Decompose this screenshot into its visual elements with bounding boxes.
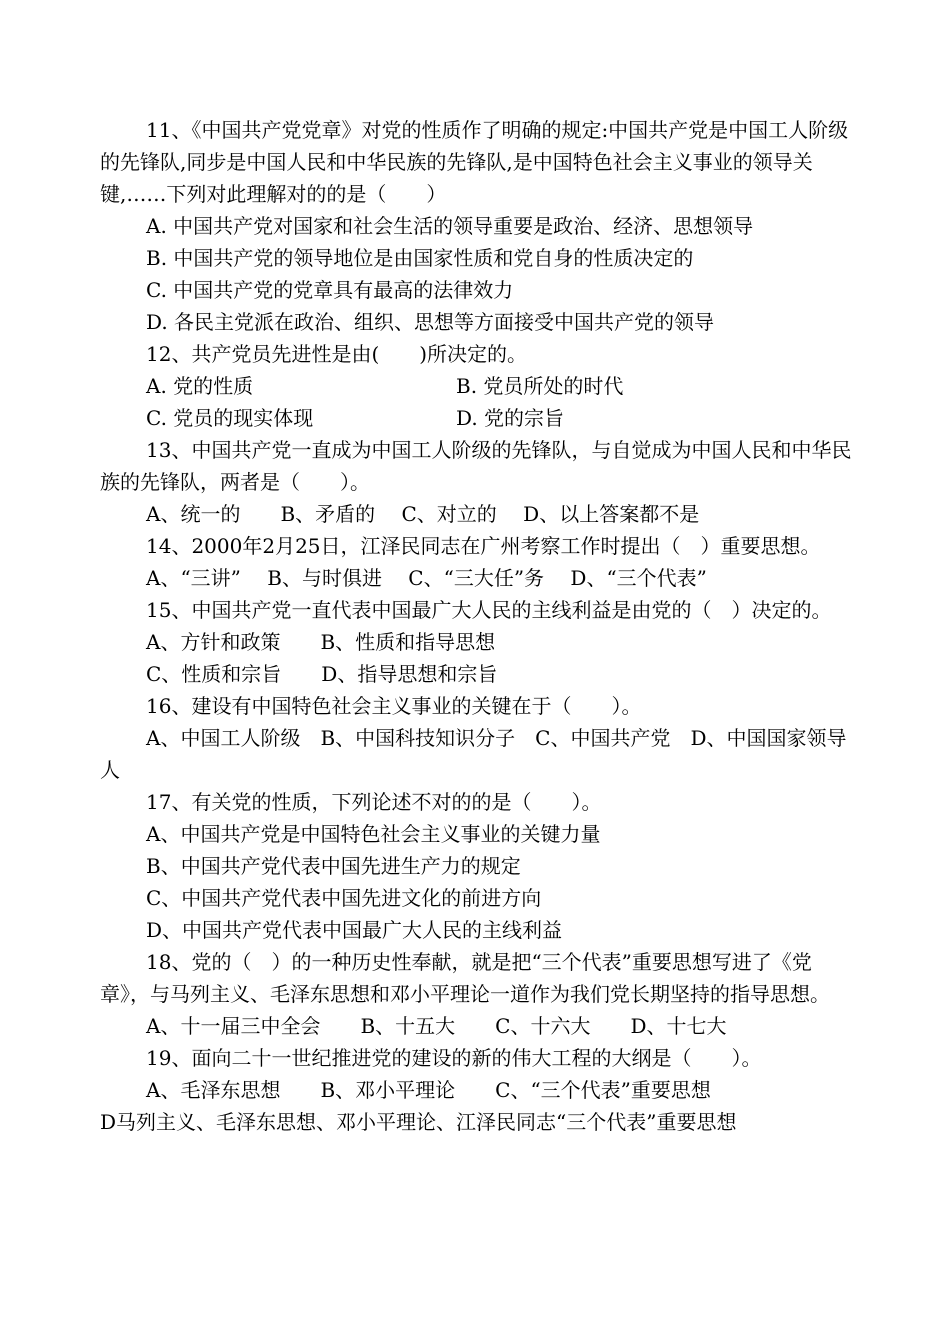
question-12-stem: 12、共产党员先进性是由( )所决定的。 — [146, 342, 528, 366]
question-11-option-a: A. 中国共产党对国家和社会生活的领导重要是政治、经济、思想领导 — [146, 214, 754, 238]
question-15-stem: 15、中国共产党一直代表中国最广大人民的主线利益是由党的（ ）决定的。 — [146, 598, 832, 622]
question-14-stem: 14、2000年2月25日，江泽民同志在广州考察工作时提出（ ）重要思想。 — [146, 534, 821, 558]
question-18-stem: 18、党的（ ）的一种历史性奉献，就是把“三个代表”重要思想写进了《党章》，与马列主义、毛泽东思想和邓小平理论一道作为我们党长期坚持的指导思想。 — [100, 950, 830, 1006]
question-11-stem: 11、《中国共产党党章》对党的性质作了明确的规定:中国共产党是中国工人阶级的先锋队,同步是中国人民和中华民族的先锋队,是中国特色社会主义事业的领导关键,……下列对此理解对的的是（ ） — [100, 118, 849, 206]
question-18-options: A、十一届三中全会 B、十五大 C、十六大 D、十七大 — [146, 1014, 727, 1038]
question-17-option-c: C、中国共产党代表中国先进文化的前进方向 — [146, 886, 542, 910]
question-17-option-b: B、中国共产党代表中国先进生产力的规定 — [146, 854, 521, 878]
question-12-options-row-1 — [100, 370, 855, 402]
question-12-option-c: C. 党员的现实体现 — [146, 406, 314, 430]
question-19-stem: 19、面向二十一世纪推进党的建设的新的伟大工程的大纲是（ ）。 — [146, 1046, 762, 1070]
question-list — [100, 114, 855, 1138]
question-14-options: A、“三讲” B、与时俱进 C、“三大任”务 D、“三个代表” — [146, 566, 707, 590]
question-12-option-b: B. 党员所处的时代 — [456, 374, 624, 398]
question-16-options: A、中国工人阶级 B、中国科技知识分子 C、中国共产党 D、中国国家领导人 — [100, 726, 847, 782]
question-13-stem: 13、中国共产党一直成为中国工人阶级的先锋队，与自觉成为中国人民和中华民族的先锋队，两者是（ ）。 — [100, 438, 852, 494]
question-17-option-a: A、中国共产党是中国特色社会主义事业的关键力量 — [146, 822, 601, 846]
question-17-stem: 17、有关党的性质，下列论述不对的的是（ ）。 — [146, 790, 602, 814]
question-11-option-d: D. 各民主党派在政治、组织、思想等方面接受中国共产党的领导 — [146, 310, 715, 334]
question-11-option-c: C. 中国共产党的党章具有最高的法律效力 — [146, 278, 514, 302]
question-12-option-a: A. 党的性质 — [146, 374, 254, 398]
question-12-option-d: D. 党的宗旨 — [456, 406, 565, 430]
question-13-options: A、统一的 B、矛盾的 C、对立的 D、以上答案都不是 — [146, 502, 700, 526]
question-17-option-d: D、中国共产党代表中国最广大人民的主线利益 — [146, 918, 563, 942]
question-16-stem: 16、建设有中国特色社会主义事业的关键在于（ ）。 — [146, 694, 642, 718]
question-19-option-d: D马列主义、毛泽东思想、邓小平理论、江泽民同志“三个代表”重要思想 — [100, 1110, 737, 1134]
question-11-option-b: B. 中国共产党的领导地位是由国家性质和党自身的性质决定的 — [146, 246, 694, 270]
question-12-options-row-2 — [100, 402, 855, 434]
question-15-options-row-2: C、性质和宗旨 D、指导思想和宗旨 — [146, 662, 498, 686]
question-15-options-row-1: A、方针和政策 B、性质和指导思想 — [146, 630, 496, 654]
question-19-options: A、毛泽东思想 B、邓小平理论 C、“三个代表”重要思想 — [146, 1078, 711, 1102]
